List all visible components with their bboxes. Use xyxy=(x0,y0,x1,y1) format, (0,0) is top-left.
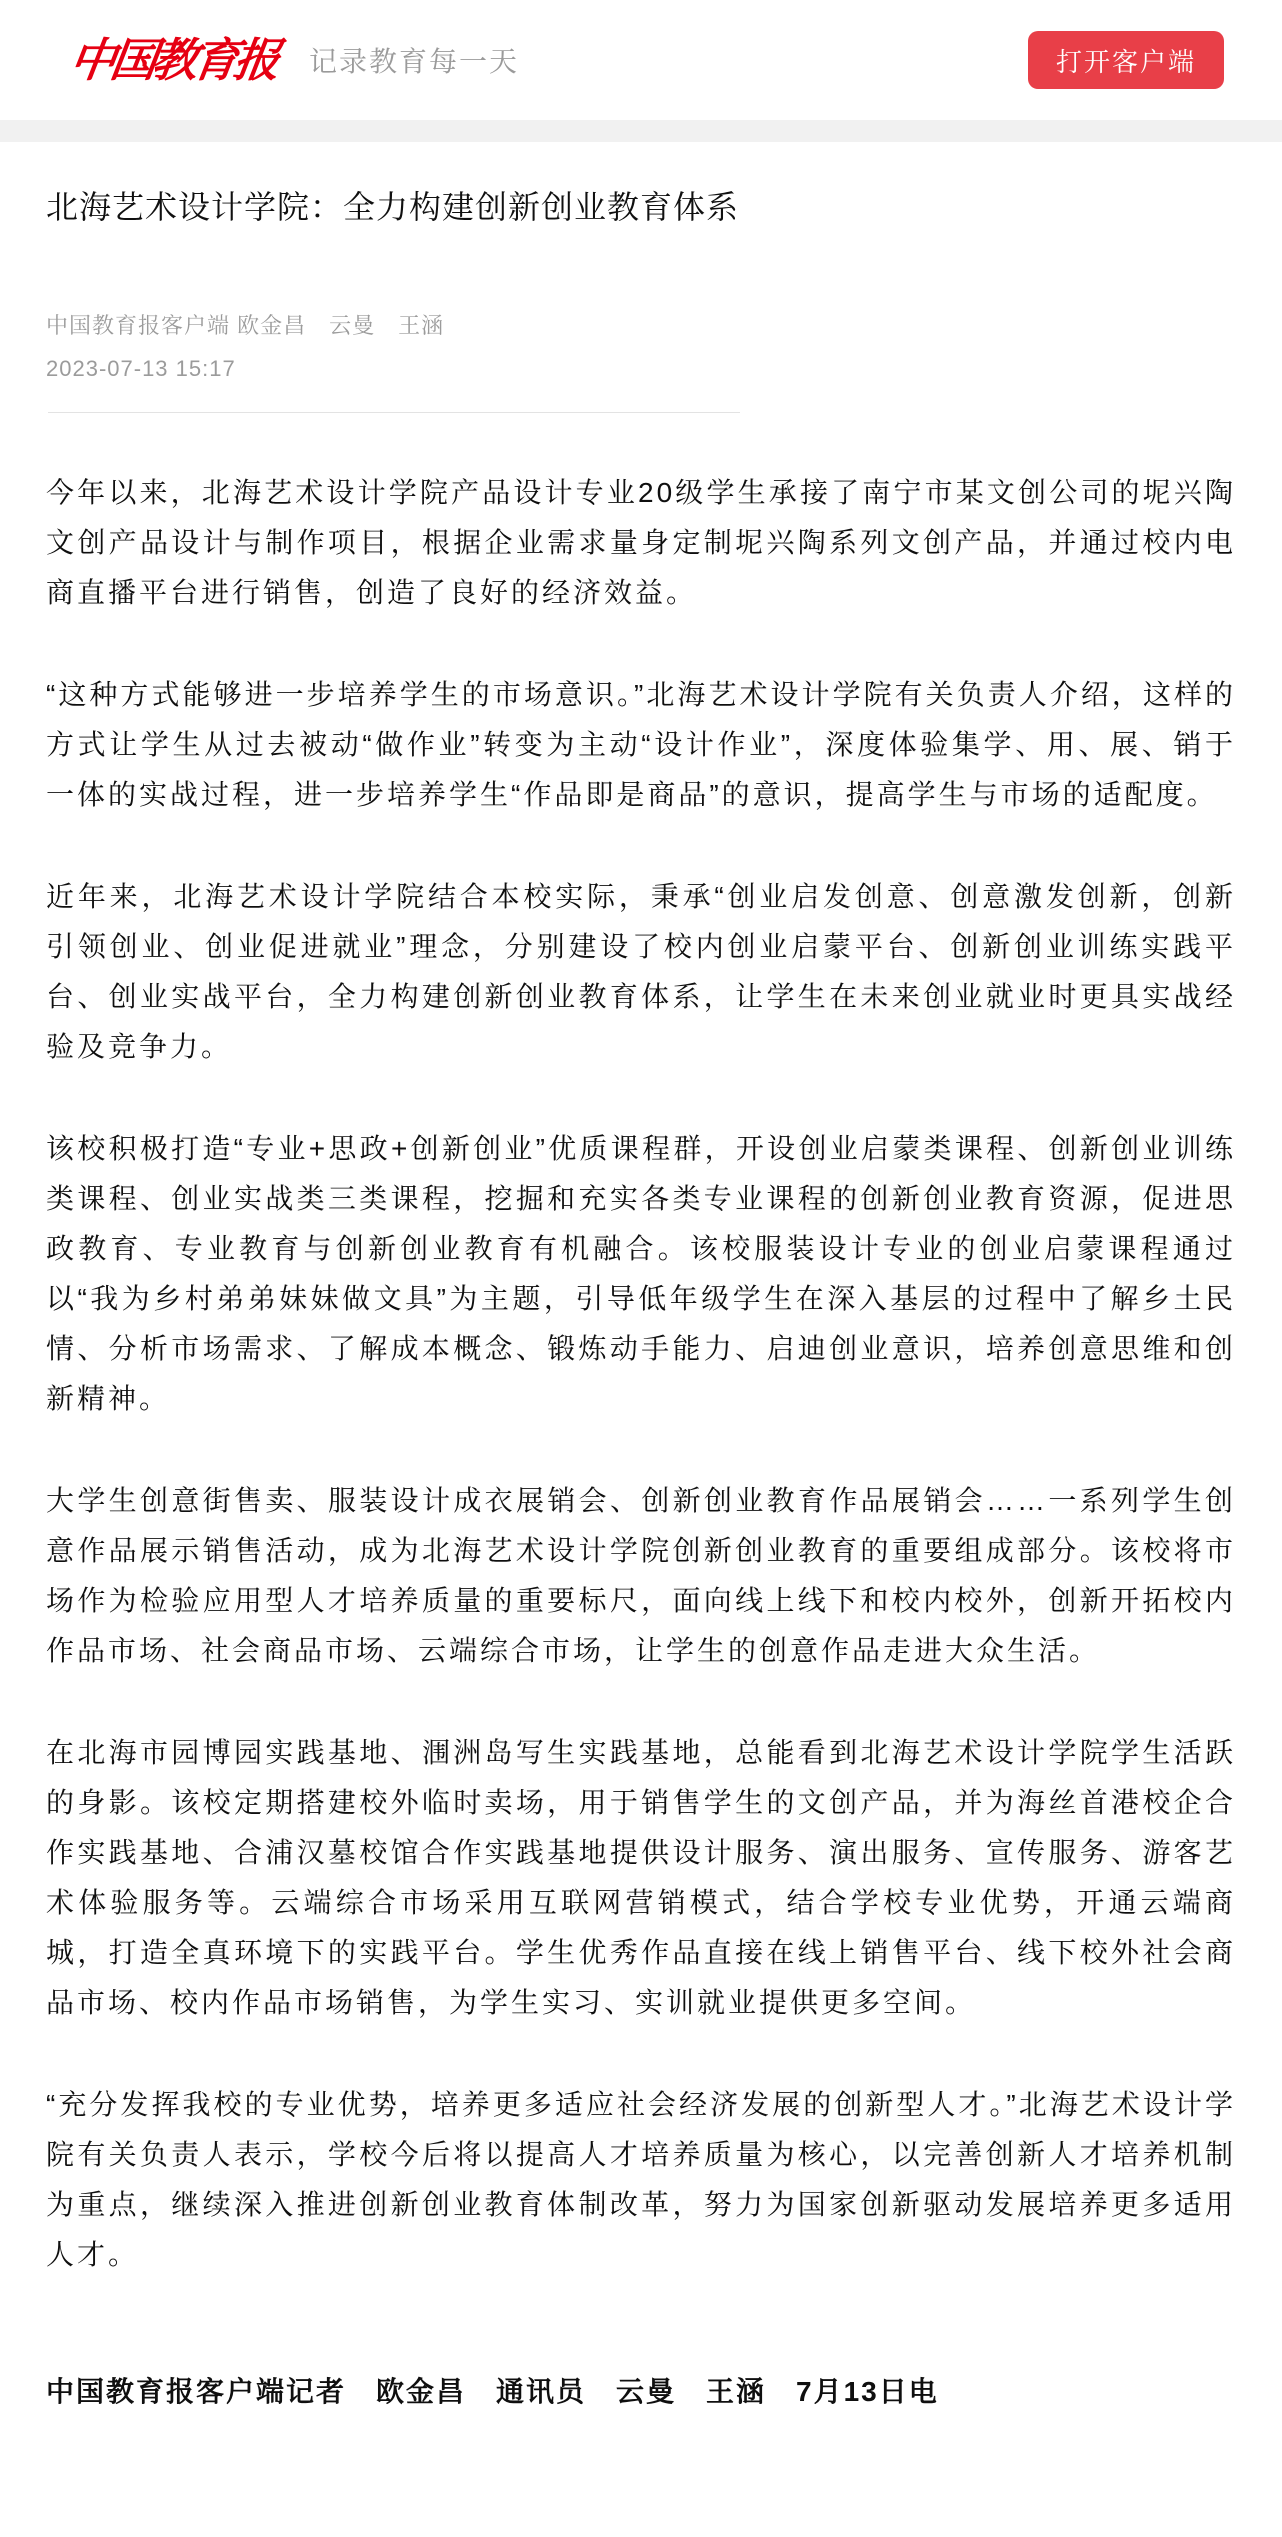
article-paragraph: 今年以来，北海艺术设计学院产品设计专业20级学生承接了南宁市某文创公司的坭兴陶文创产品设计与制作项目，根据企业需求量身定制坭兴陶系列文创产品，并通过校内电商直播平台进行销售，创造了良好的经济效益。 xyxy=(46,477,1236,609)
article-credit-line: 中国教育报客户端记者 欧金昌 通讯员 云曼 王涵 7月13日电 xyxy=(46,2376,939,2408)
article-date: 2023-07-13 15:17 xyxy=(46,356,236,382)
header xyxy=(0,0,1282,120)
article-paragraph: 大学生创意街售卖、服装设计成衣展销会、创新创业教育作品展销会……一系列学生创意作品展示销售活动，成为北海艺术设计学院创新创业教育的重要组成部分。该校将市场作为检验应用型人才培养质量的重要标尺，面向线上线下和校内校外，创新开拓校内作品市场、社会商品市场、云端综合市场，让学生的创意作品走进大众生活。 xyxy=(46,1485,1236,1667)
article-title: 北海艺术设计学院：全力构建创新创业教育体系 xyxy=(46,189,740,225)
article-byline: 中国教育报客户端 欧金昌 云曼 王涵 xyxy=(46,313,445,339)
header-tagline: 记录教育每一天 xyxy=(309,46,520,77)
open-client-button[interactable]: 打开客户端 xyxy=(1028,31,1224,89)
article-paragraph: 在北海市园博园实践基地、涠洲岛写生实践基地，总能看到北海艺术设计学院学生活跃的身影。该校定期搭建校外临时卖场，用于销售学生的文创产品，并为海丝首港校企合作实践基地、合浦汉墓校馆合作实践基地提供设计服务、演出服务、宣传服务、游客艺术体验服务等。云端综合市场采用互联网营销模式，结合学校专业优势，开通云端商城，打造全真环境下的实践平台。学生优秀作品直接在线上销售平台、线下校外社会商品市场、校内作品市场销售，为学生实习、实训就业提供更多空间。 xyxy=(46,1737,1236,2019)
article-content xyxy=(0,186,1282,2410)
article-paragraph: “这种方式能够进一步培养学生的市场意识。”北海艺术设计学院有关负责人介绍，这样的方式让学生从过去被动“做作业”转变为主动“设计作业”，深度体验集学、用、展、销于一体的实战过程，进一步培养学生“作品即是商品”的意识，提高学生与市场的适配度。 xyxy=(46,679,1236,811)
byline-divider xyxy=(48,412,740,413)
china-education-daily-logo[interactable]: 中国教育报 xyxy=(66,33,279,87)
header-separator-band xyxy=(0,120,1282,142)
article-paragraph: 近年来，北海艺术设计学院结合本校实际，秉承“创业启发创意、创意激发创新，创新引领创业、创业促进就业”理念，分别建设了校内创业启蒙平台、创新创业训练实践平台、创业实战平台，全力构建创新创业教育体系，让学生在未来创业就业时更具实战经验及竞争力。 xyxy=(46,881,1236,1063)
article-paragraph: “充分发挥我校的专业优势，培养更多适应社会经济发展的创新型人才。”北海艺术设计学院有关负责人表示，学校今后将以提高人才培养质量为核心，以完善创新人才培养机制为重点，继续深入推进创新创业教育体制改革，努力为国家创新驱动发展培养更多适用人才。 xyxy=(46,2089,1236,2271)
article-body xyxy=(46,468,1236,2280)
article-paragraph: 该校积极打造“专业+思政+创新创业”优质课程群，开设创业启蒙类课程、创新创业训练类课程、创业实战类三类课程，挖掘和充实各类专业课程的创新创业教育资源，促进思政教育、专业教育与创新创业教育有机融合。该校服装设计专业的创业启蒙课程通过以“我为乡村弟弟妹妹做文具”为主题，引导低年级学生在深入基层的过程中了解乡土民情、分析市场需求、了解成本概念、锻炼动手能力、启迪创业意识，培养创意思维和创新精神。 xyxy=(46,1133,1236,1415)
